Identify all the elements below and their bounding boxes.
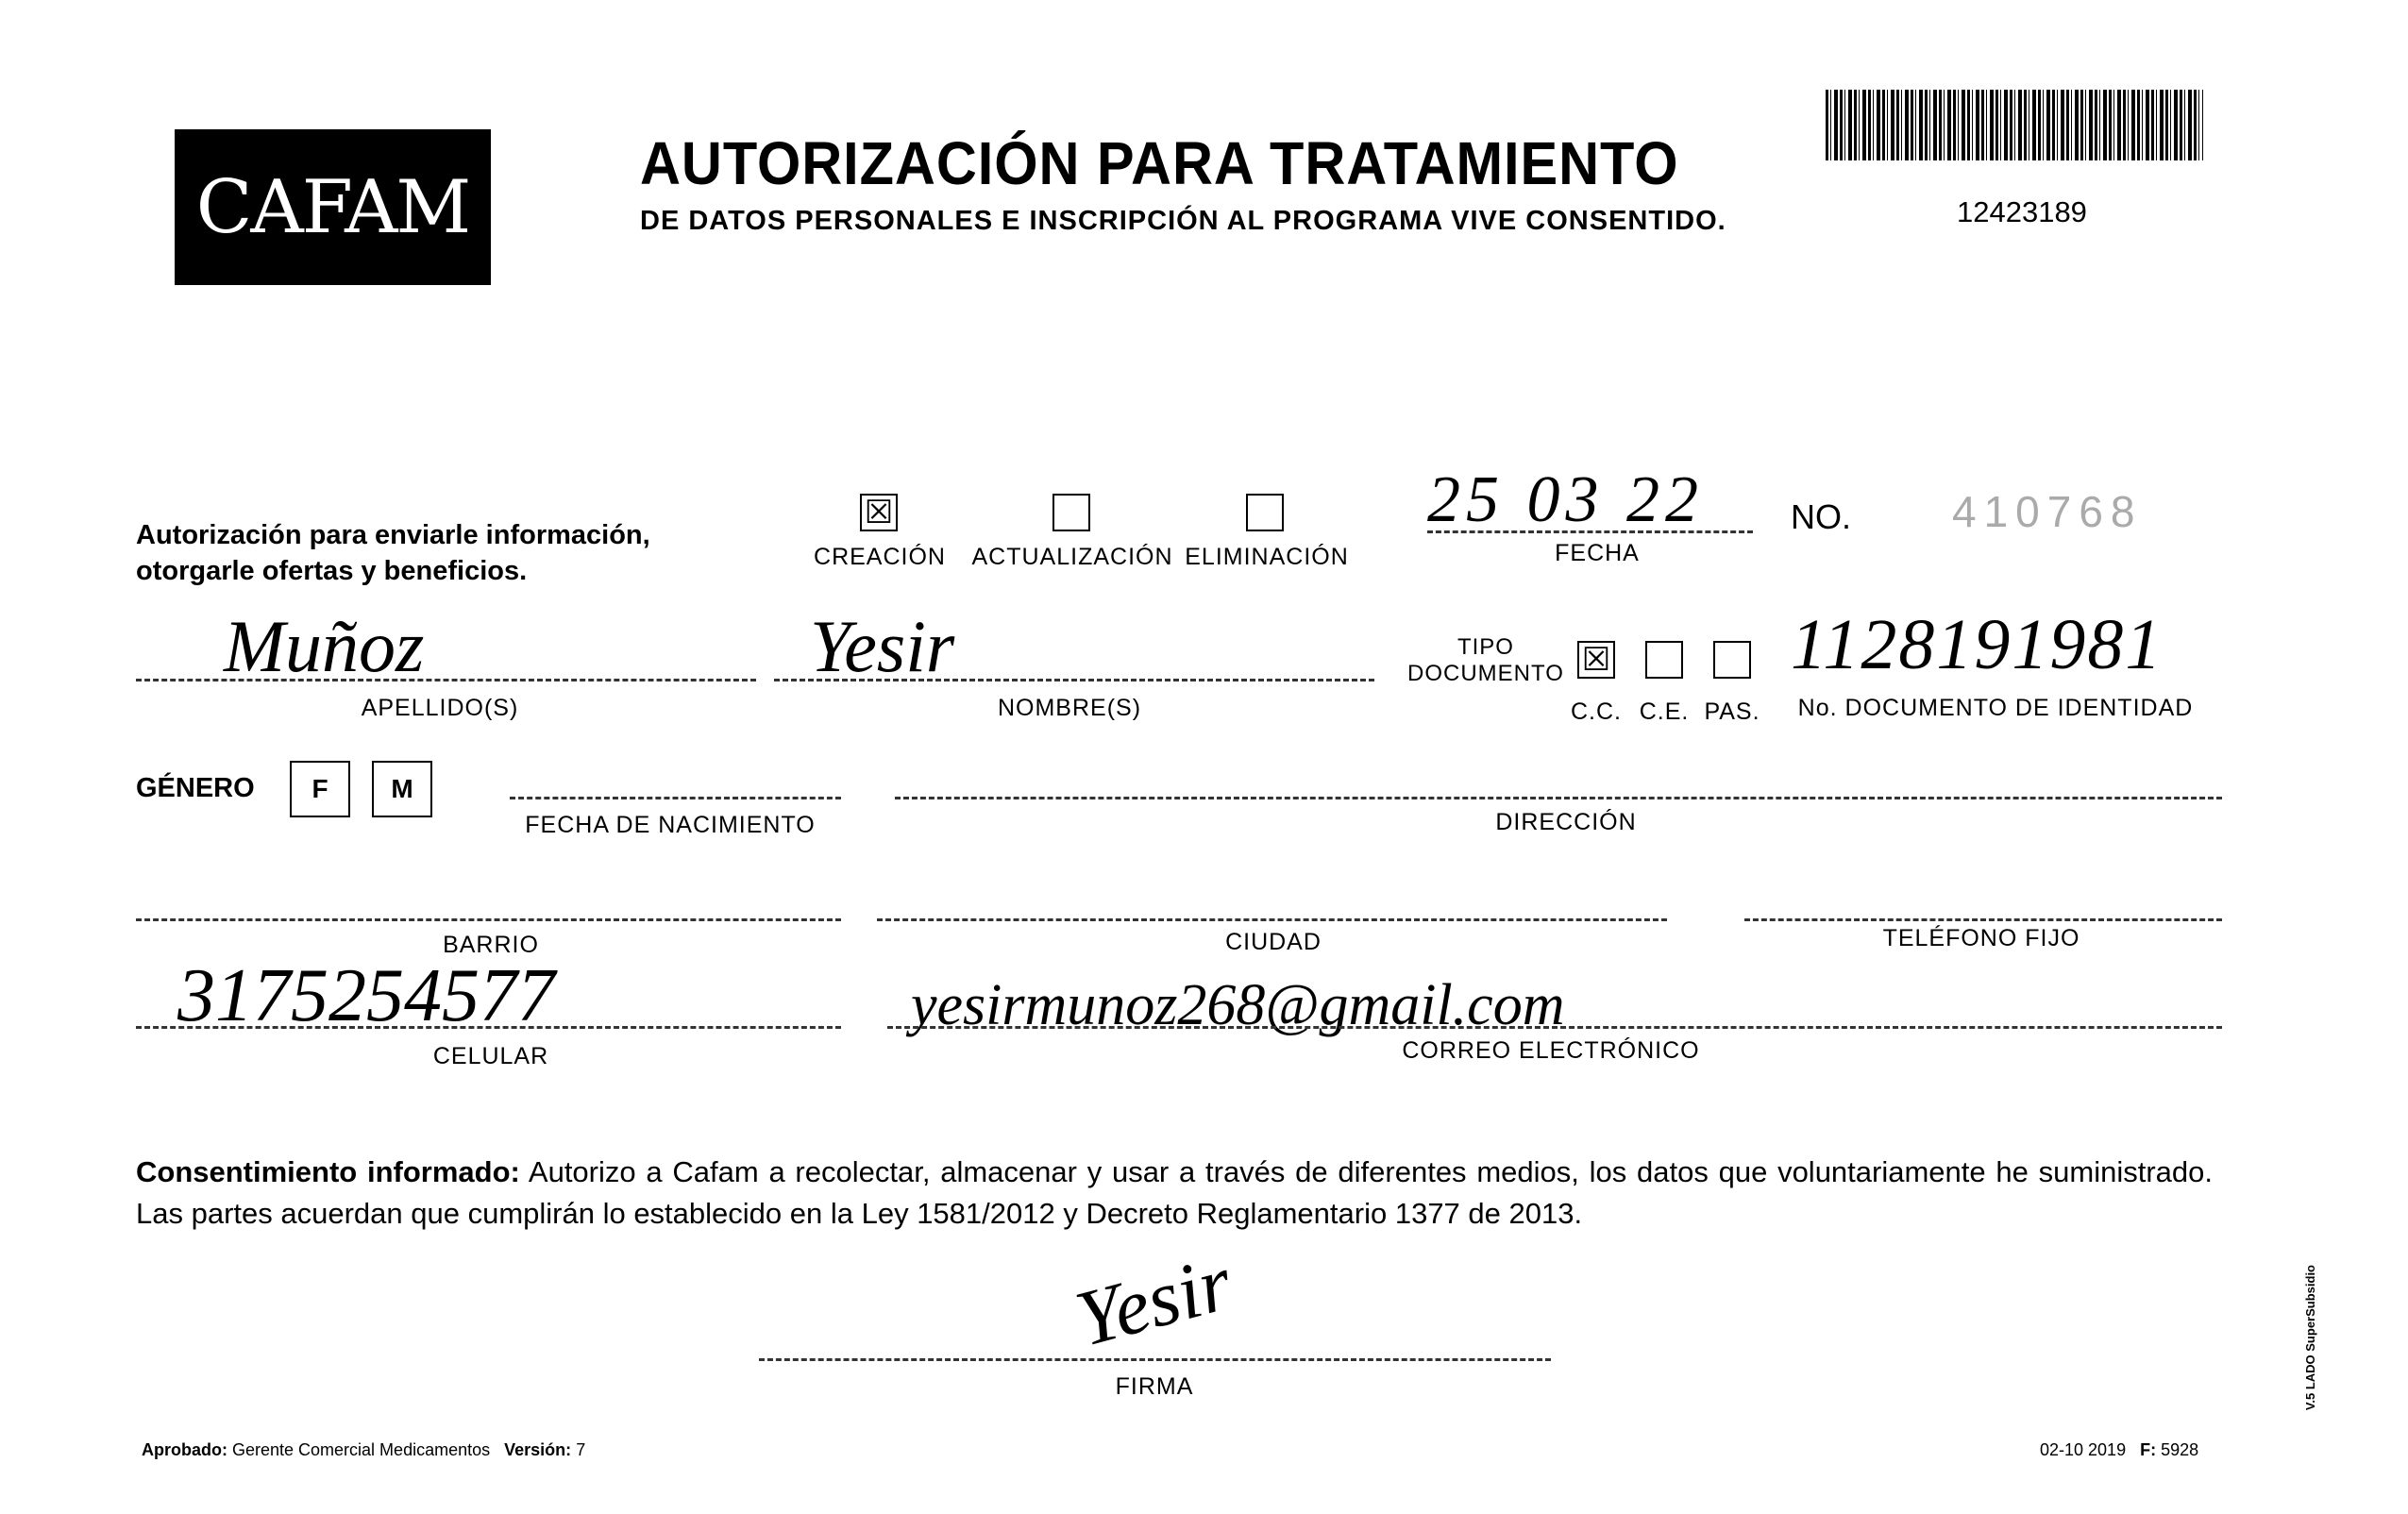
label-pas: PAS. (1704, 698, 1760, 725)
authorization-label-line1: Autorización para enviarle información, (136, 520, 650, 550)
checkbox-cc[interactable]: ☒ (1577, 641, 1615, 679)
doc-number-value[interactable]: 1128191981 (1791, 605, 2164, 684)
doc-number-label: No. DOCUMENTO DE IDENTIDAD (1797, 695, 2194, 721)
signature[interactable]: Yesir (1067, 1238, 1241, 1364)
footer-left (142, 1440, 585, 1460)
label-eliminacion: ELIMINACIÓN (1185, 544, 1349, 570)
email-value[interactable]: yesirmunoz268@gmail.com (911, 973, 1565, 1037)
no-label: NO. (1791, 497, 1852, 536)
barrio-line[interactable] (136, 918, 841, 921)
telefono-line[interactable] (1744, 918, 2222, 921)
footer-date-code: 02-10 2019 (2040, 1440, 2127, 1459)
surname-line (136, 679, 756, 681)
birth-date-label: FECHA DE NACIMIENTO (525, 812, 816, 838)
checkbox-eliminacion[interactable] (1246, 494, 1284, 531)
name-line (774, 679, 1374, 681)
checkbox-pas[interactable] (1713, 641, 1751, 679)
label-ce: C.E. (1639, 698, 1690, 725)
name-value[interactable]: Yesir (810, 605, 955, 687)
form-value: 5928 (2161, 1440, 2199, 1459)
version-label: Versión: (504, 1440, 572, 1459)
barrio-label: BARRIO (443, 932, 539, 958)
label-cc: C.C. (1571, 698, 1622, 725)
cell-label: CELULAR (432, 1043, 549, 1069)
date-value[interactable]: 25 03 22 (1427, 463, 1704, 536)
gender-label: GÉNERO (136, 773, 255, 803)
form-label: F: (2140, 1440, 2157, 1459)
doc-type-label-2: DOCUMENTO (1407, 661, 1564, 686)
barcode-number: 12423189 (1957, 195, 2087, 228)
ciudad-label: CIUDAD (1225, 929, 1322, 955)
cafam-logo (175, 129, 491, 285)
cell-line (136, 1026, 841, 1029)
name-label: NOMBRE(S) (997, 695, 1142, 721)
date-label: FECHA (1555, 540, 1640, 566)
doc-type-label (1407, 634, 1564, 687)
label-actualizacion: ACTUALIZACIÓN (971, 544, 1173, 570)
gender-m-box[interactable]: M (372, 761, 432, 817)
checkbox-creacion[interactable]: ☒ (860, 494, 898, 531)
authorization-label-line2: otorgarle ofertas y beneficios. (136, 556, 528, 586)
ciudad-line[interactable] (877, 918, 1667, 921)
signature-line (759, 1358, 1551, 1361)
email-line (887, 1026, 2222, 1029)
surname-value[interactable]: Muñoz (224, 605, 425, 687)
side-text: V.5 LADO SuperSubsidio (2303, 1265, 2317, 1411)
logo-text: CAFAM (195, 164, 470, 250)
consent-paragraph (136, 1152, 2213, 1235)
surname-label: APELLIDO(S) (361, 695, 519, 721)
consent-bold: Consentimiento informado: (136, 1155, 520, 1188)
email-label: CORREO ELECTRÓNICO (1402, 1037, 1700, 1064)
cell-value[interactable]: 3175254577 (177, 954, 555, 1037)
gender-f-box[interactable]: F (290, 761, 350, 817)
version-value: 7 (576, 1440, 586, 1459)
form-subtitle: DE DATOS PERSONALES E INSCRIPCIÓN AL PROGRAMA VIVE CONSENTIDO. (640, 206, 1726, 236)
approved-value: Gerente Comercial Medicamentos (232, 1440, 491, 1459)
telefono-label: TELÉFONO FIJO (1882, 925, 2080, 951)
address-line[interactable] (895, 797, 2222, 799)
approved-label: Aprobado: (142, 1440, 227, 1459)
form-title: AUTORIZACIÓN PARA TRATAMIENTO (640, 129, 1679, 197)
no-value: 410768 (1952, 487, 2143, 536)
checkbox-actualizacion[interactable] (1052, 494, 1090, 531)
doc-type-label-1: TIPO (1457, 634, 1514, 660)
signature-label: FIRMA (1115, 1373, 1194, 1400)
barcode (1826, 90, 2203, 160)
checkbox-ce[interactable] (1645, 641, 1683, 679)
footer-right (2040, 1440, 2198, 1460)
address-label: DIRECCIÓN (1495, 809, 1637, 835)
label-creacion: CREACIÓN (814, 544, 946, 570)
consent-text: Autorizo a Cafam a recolectar, almacenar y usar a través de diferentes medios, los datos que voluntariamente he suministrado. Las partes acuerdan que cumplirán lo establecido en la Ley 1581/2012 y Decreto Reglamentario 1377 de 2013. (136, 1155, 2213, 1230)
date-line (1427, 530, 1753, 533)
birth-date-line[interactable] (510, 797, 841, 799)
authorization-label (136, 517, 650, 589)
